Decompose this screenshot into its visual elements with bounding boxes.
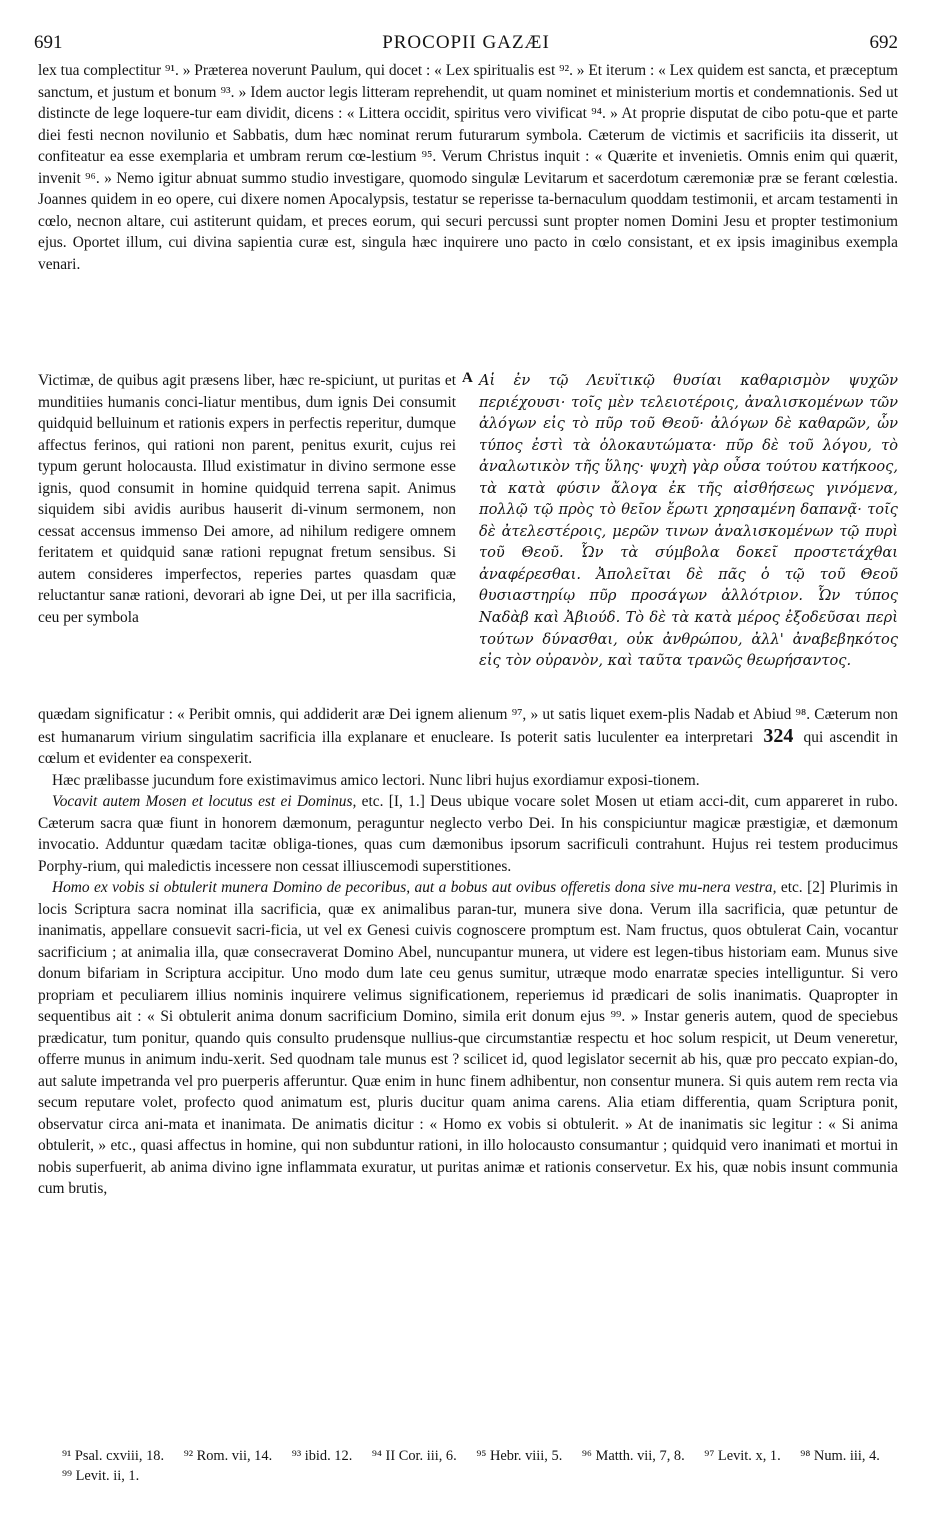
footnote: ⁹⁴ II Cor. iii, 6. [371, 1448, 457, 1464]
footnote: ⁹³ ibid. 12. [291, 1448, 353, 1464]
lemma-2: Homo ex vobis si obtulerit munera Domino de pecoribus, aut a bobus aut ovibus offeretis dona sive mu-nera vestra, [52, 879, 777, 896]
footnotes [62, 1446, 898, 1486]
column-number: 324 [763, 724, 794, 747]
footnote: ⁹⁶ Matth. vii, 7, 8. [581, 1448, 685, 1464]
commentary-1: etc. [I, 1.] Deus ubique vocare solet Mosen ut etiam acci-dit, cum appareret in rubo. Cæterum sacra quæ fiunt in honorem dæmonum, peraguntur neglecto verbo Dei. In his conspiciuntur magicæ præstigiæ, et dæmonum invocatio. Adduntur quædam tacitæ obliga-tiones, quas cum dæmonibus ipsorum sacrificuli contrahunt. Hujus rei testem producimus Porphy-rium, qui maledictis incessere non cessat illiuscemodi superstitiones. [38, 793, 899, 875]
footnote: ⁹¹ Psal. cxviii, 18. [62, 1448, 165, 1464]
latin-column: Victimæ, de quibus agit præsens liber, hæc re-spiciunt, ut puritas et munditiies humanis conci-liatur mentibus, dum ignis Dei consumit quidquid belluinum et rationis expers in perfectis reperitur, dumque affectus ferinos, qui rationi non parent, penitus exurit, cujus rei typum gerunt holocausta. Illud existimatur in divino sermone esse ignis, quod consumit in homine quidquid terrena sapit. Animus siquidem sibi avidis auribus hauserit di-vinum sermonem, non cessat accensus immenso Dei amore, ad nihilum redigere omnem feritatem et quidquid sanæ rationi repugnat fretum sensibus. Si autem consideres imperfectos, reperies partes quasdam quæ reluctantur sanæ rationi, devorari ab igne Dei, ut per illa sacrificia, ceu per symbola [38, 372, 456, 627]
running-title: PROCOPII GAZÆI [382, 32, 550, 53]
lemma-1: Vocavit autem Mosen et locutus est ei Dominus, [52, 793, 357, 810]
left-page-number: 691 [34, 32, 63, 53]
greek-column: Αἱ ἐν τῷ Λευϊτικῷ θυσίαι καθαρισμὸν ψυχῶν περιέχουσι· τοῖς μὲν τελειοτέροις, ἀναλισκομένων τῶν ἀλόγων εἰς τὸ πῦρ τοῦ Θεοῦ· ἀλόγων δὲ καθαρῶν, ὧν τύπος ἐστὶ τὰ ὁλοκαυτώματα· πῦρ δὲ τοῦ λόγου, τὸ ἀναλωτικὸν τῆς ὕλης· ψυχὴ γὰρ οὖσα τούτου κατήκοος, τὰ κατὰ φύσιν ἄλογα ἐκ τῆς αἰσθήσεως γινόμενα, πολλῷ τῷ πρὸς τὸ θεῖον ἔρωτι χρησαμένη δαπανᾷ· τοῖς δὲ ἀτελεστέροις, μερῶν τινων ἀναλισκομένων τῷ πυρὶ τοῦ Θεοῦ. Ὧν τὰ σύμβολα δοκεῖ προστετάχθαι ἀναφέρεσθαι. Ἀπολεῖται δὲ πᾶς ὁ τῷ τοῦ Θεοῦ θυσιαστηρίῳ πῦρ προσάγων ἀλλότριον. Ὧν τύπος Ναδὰβ καὶ Ἀβιούδ. Τὸ δὲ τὰ κατὰ μέρος ἐξοδεῦσαι περὶ τούτων δύνασθαι, οὐκ ἀνθρώπου, ἀλλ' ἀναβεβηκότος εἰς τὸν οὐρανὸν, καὶ ταῦτα τρανῶς θεωρήσαντος. [479, 372, 898, 670]
footnote: ⁹⁵ Hebr. viii, 5. [476, 1448, 563, 1464]
intro-paragraph: lex tua complectitur ⁹¹. » Præterea noverunt Paulum, qui docet : « Lex spiritualis est ⁹². » Et iterum : « Lex quidem est sancta, et præceptum sanctum, et justum et bonum ⁹³. » Idem auctor legis litteram reprehendit, ut quam nominet et ministerium mortis et condemnationis. Sed ut distincte de lege loquere-tur eam dividit, dicens : « Littera occidit, spiritus vero vivificat ⁹⁴. » At proprie disputat de cibo potu-que et parte diei festi necnon novilunio et Sabbatis, dum hæc nominat rerum futurarum symbola. Cæterum de victimis et sacrificiis ita disserit, ut confiteatur ea esse exemplaria et umbram rerum cœ-lestium ⁹⁵. Verum Christus inquit : « Quærite et invenietis. Omnis enim qui quærit, invenit ⁹⁶. » Nemo igitur abnuat summo studio investigare, quomodo singulæ Levitarum et sacerdotum cæremoniæ præ se ferant cœlestia. Joannes quidem in eo opere, cui dixere nomen Apocalypsis, testatur se reperisse ta-bernaculum quoddam testimonii, et arcam testamenti in cœlo, necnon altare, cui astiterunt quidam, et preces eorum, qui securi percussi sunt propter nomen Domini Jesu et propter testimonium ejus. Oportet illum, cui divina sapientia curæ est, singula hæc inquirere uno pacto in cœlo consistant, et ex ipsis imaginibus exempla venari. [38, 62, 898, 273]
commentary-paragraph-1 [38, 791, 898, 877]
commentary-body [38, 704, 898, 1200]
page-header [34, 32, 898, 60]
footnote: ⁹² Rom. vii, 14. [183, 1448, 273, 1464]
continuation-end: qui ascendit in cœlum et evidenter ea conspexerit. [38, 728, 898, 767]
footnote: ⁹⁸ Num. iii, 4. [800, 1448, 880, 1464]
continuation-paragraph [38, 704, 898, 770]
right-page-number: 692 [869, 32, 898, 53]
footnote: ⁹⁷ Levit. x, 1. [704, 1448, 781, 1464]
column-marker: A [462, 370, 473, 386]
commentary-2: etc. [2] Plurimis in locis Scriptura sacra nominat illa sacrificia, quæ ex animalibus paran-tur, munera sive dona. Verum illa sacrificia, quæ petuntur de inanimatis, appellare consuevit sacri-ficia, ut vel ex Genesi cuivis cognoscere promptum est. Nam fructus, quos obtulerat Cain, vocantur sacrificium ; at animalia illa, quæ consecraverat Domino Abel, nuncupantur munera, ut videre est legen-tibus historiam eam. Munus sive donum bifariam in Scriptura accipitur. Uno modo dum late ceu genus sumitur, utræque modo enarratæ species intelliguntur. Si vero propriam et peculiarem illius nominis inquirere velimus significationem, reperiemus id prædicari de solis inanimatis. Quapropter in sequentibus ait : « Si obtulerit anima donum sacrificium Domino, simila erit donum ejus ⁹⁹. » Instar generis autem, quod de speciebus prædicatur, tum ponitur, quando quis consulto prudensque nullius-que circumstantiæ respectu et hoc solum respicit, ut Deum veneretur, offerre munus in animum indu-xerit. Sed quodnam tale munus est ? scilicet id, quod legislator secernit ab his, quæ pro peccato expian-do, aut salute impetranda vel pro puerperis afferuntur. Quæ enim in hunc finem adhibentur, non consentur munera. Si quis autem rem recta via secum reputare volet, profecto quod animatum est, pluris ducitur quam anima carens. Alia etiam differentia, quam Scriptura ponit, observatur circa ani-mata et inanimata. De animatis dicitur : « Homo ex vobis si obtulerit. » At de inanimatis sic legitur : « Si anima obtulerit, » etc., quasi affectus in homine, qui non subduntur rationi, in illo holocausto consumantur ; quidquid vero inanimati et mortui in nobis superfuerit, ab anima divino igne inflammata exuratur, ut puritas animæ et rationis conservetur. Ex his, quæ nobis insunt communia cum brutis, [38, 879, 898, 1197]
preface-close: Hæc prælibasse jucundum fore existimavimus amico lectori. Nunc libri hujus exordiamur exposi-tionem. [52, 771, 700, 789]
footnote: ⁹⁹ Levit. ii, 1. [62, 1468, 140, 1484]
commentary-paragraph-2 [38, 877, 898, 1200]
continuation-text: quædam significatur : « Peribit omnis, qui addiderit aræ Dei ignem alienum ⁹⁷, » ut satis liquet exem-plis Nadab et Abiud ⁹⁸. Cæterum non est humanarum virium singulatim sacrificia illa explanare et enucleare. Is poterit satis luculenter ea interpretari [38, 706, 898, 746]
parallel-columns [38, 370, 898, 704]
